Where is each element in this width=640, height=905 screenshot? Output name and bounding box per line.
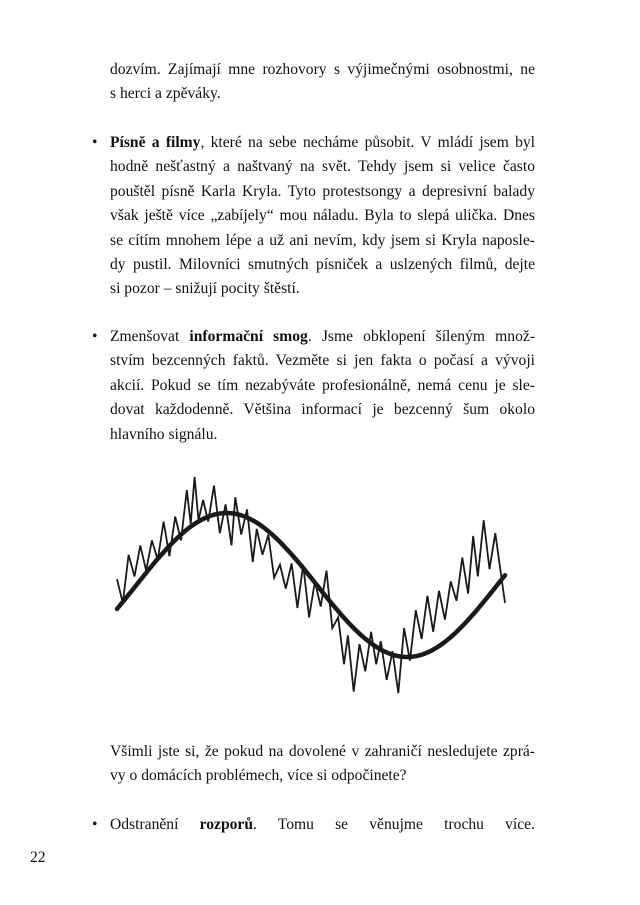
signal-noise-illustration — [100, 470, 520, 710]
list-item-information-smog — [92, 325, 535, 447]
question-line-1: Všimli jste si, že pokud na dovolené v zahraničí nesledujete zprá- — [110, 743, 535, 760]
text-line: pouštěl písně Karla Kryla. Tyto protestsongy a depresivní balady — [110, 182, 535, 200]
question-line-2: vy o domácích problémech, více si odpočinete? — [110, 767, 407, 785]
bullet-marker: • — [92, 816, 98, 833]
text-line: akcií. Pokud se tím nezabýváte profesionálně, nemá cenu je sle- — [110, 376, 535, 394]
text-line: hodně nešťastný a naštvaný na svět. Tehdy jsem si velice často — [110, 158, 535, 176]
bold-term: informační smog — [189, 328, 308, 345]
noise-zigzag-line — [117, 477, 505, 693]
question-paragraph — [110, 740, 535, 789]
signal-sine-curve — [117, 513, 505, 657]
bold-term: Písně a filmy — [110, 134, 201, 151]
text-line: stvím bezcenných faktů. Vezměte si jen fakta o počasí a vývoji — [110, 352, 535, 370]
bullet-marker: • — [92, 328, 98, 345]
list-item-text: Písně a filmy, které na sebe necháme působit. V mládí jsem byl hodně nešťastný a naštvaný na svět. Tehdy jsem si velice často pouštěl písně Karla Kryla. Tyto protestsongy a depresivní balady však ještě více „zabíjely“ mou náladu. Byla to slepá ulička. Dnes se cítím mnohem lépe a už ani nevím, kdy jsem si Kryla naposle- dy pustil. Milovníci smutných písniček a uslzených filmů, dejte si pozor – snižují pocity štěstí. — [110, 131, 535, 302]
list-item-contradictions — [92, 813, 535, 837]
list-item-songs-films — [92, 131, 535, 302]
list-item-text: Odstranění rozporů. Tomu se věnujme trochu více. — [110, 816, 535, 833]
text-line: si pozor – snižují pocity štěstí. — [110, 280, 300, 298]
intro-line-2: s herci a zpěváky. — [110, 85, 221, 103]
bullet-marker: • — [92, 134, 98, 151]
text-line: dy pustil. Milovníci smutných písniček a uslzených filmů, dejte — [110, 255, 535, 273]
intro-paragraph — [110, 58, 535, 107]
text-line: dovat každodenně. Většina informací je bezcenný šum okolo — [110, 401, 535, 419]
text-line: se cítím mnohem lépe a už ani nevím, kdy jsem si Kryla naposle- — [110, 231, 535, 249]
page-number: 22 — [30, 849, 46, 866]
text-line: však ještě více „zabíjely“ mou náladu. Byla to slepá ulička. Dnes — [110, 207, 535, 225]
bold-term: rozporů — [199, 816, 254, 833]
list-item-text: Zmenšovat informační smog. Jsme obklopení šíleným množ- stvím bezcenných faktů. Vezměte si jen fakta o počasí a vývoji akcií. Pokud se tím nezabýváte profesionálně, nemá cenu je sle- dovat každodenně. Většina informací je bezcenný šum okolo hlavního signálu. — [110, 325, 535, 447]
intro-line-1: dozvím. Zajímají mne rozhovory s výjimečnými osobnostmi, ne — [110, 61, 535, 78]
text-line: hlavního signálu. — [110, 425, 218, 443]
